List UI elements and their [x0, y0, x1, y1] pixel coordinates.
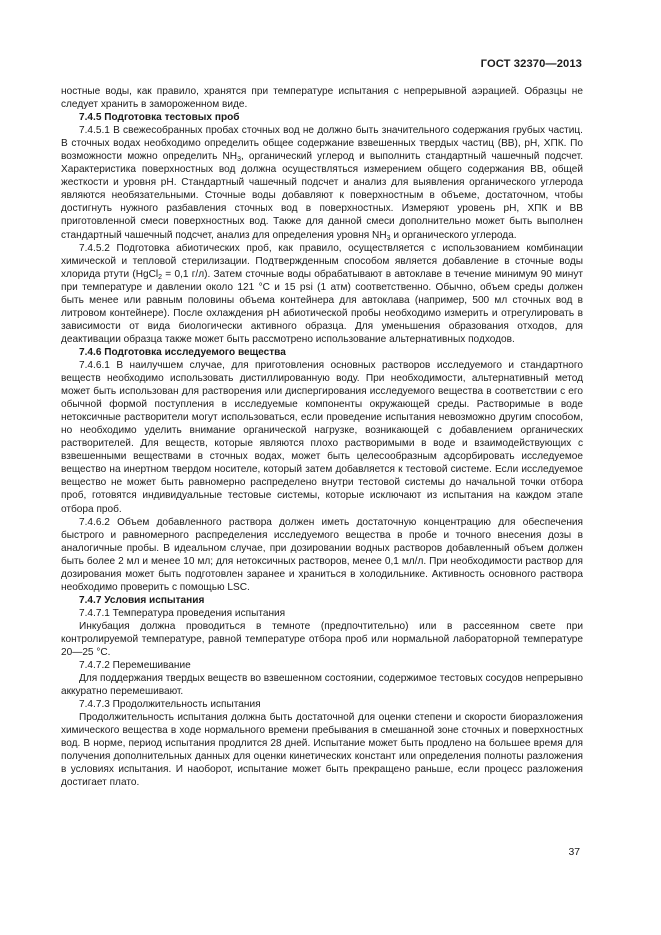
- text-run: , органический углерод и выполнить стандартный чашечный подсчет. Характеристика поверхностных вод должна осуществляться измерением общего содержания ВВ, общей жесткости и уровня pH. Стандартный чашечный подсчет и анализ для выявления органического углерода являются необязательными. Сточные воды добавляют к поверхностным в объеме, достаточном, чтобы достигнуть нужного разбавления сточных вод в поверхностных. Измеряют уровень pH, ХПК и ВВ приготовленной смеси поверхностных вод. Также для данной смеси дополнительно может быть выполнен стандартный чашечный подсчет, анализ для определения уровня NH: [61, 151, 583, 241]
- page-body: [61, 85, 583, 790]
- subscript: 3: [237, 156, 241, 164]
- subscript: 3: [386, 234, 391, 242]
- paragraph-7-4-6-2: 7.4.6.2 Объем добавленного раствора должен иметь достаточную концентрацию для обеспечения быстрого и равномерного распределения исследуемого вещества в пробе и точного внесения дозы в аналогичные пробы. В идеальном случае, при дозировании водных растворов добавленный объем должен быть более 2 мл и менее 10 мл; для нетоксичных растворов, менее 0,1 мл/л. При необходимости раствор для дозирования может быть подготовлен заранее и храниться в холодильнике. Активность основного раствора необходимо проверить с помощью LSC.: [61, 516, 583, 593]
- paragraph-continuation: ностные воды, как правило, хранятся при температуре испытания с непрерывной аэрацией. Образцы не следует хранить в замороженном виде.: [61, 86, 583, 111]
- document-id: ГОСТ 32370—2013: [480, 58, 582, 70]
- subheading-7-4-7-2: 7.4.7.2 Перемешивание: [79, 660, 191, 672]
- text-run: 7.4.5.1 В свежесобранных пробах сточных вод не должно быть значительного содержания грубых частиц. В сточных водах необходимо определить общее содержание взвешенных твердых частиц (ВВ), pH, ХПК. По возможности можно определить NH: [61, 125, 583, 163]
- page-number: 37: [568, 847, 580, 858]
- section-heading-7-4-7: 7.4.7 Условия испытания: [79, 594, 205, 606]
- section-heading-7-4-5: 7.4.5 Подготовка тестовых проб: [79, 112, 240, 124]
- paragraph-7-4-7-2: Для поддержания твердых веществ во взвешенном состоянии, содержимое тестовых сосудов непрерывно аккуратно перемешивают.: [61, 673, 583, 698]
- paragraph-7-4-5-2: [61, 242, 583, 346]
- text-run: 7.4.5.2 Подготовка абиотических проб, как правило, осуществляется с использованием комбинации химической и тепловой стерилизации. Подтвержденным способом является добавление в сточные воды хлорида ртути (HgCl: [61, 242, 583, 280]
- paragraph-7-4-6-1: 7.4.6.1 В наилучшем случае, для приготовления основных растворов исследуемого и стандартного веществ необходимо использовать дистиллированную воду. При необходимости, альтернативный метод может быть использован для растворения или диспергирования исследуемого вещества в соответствии с его обычной формой поступления в исследуемые компоненты окружающей среды. Растворимые в воде нетоксичные растворители могут использоваться, если проведение испытания невозможно другим способом, но необходимо уделить внимание органической нагрузке, возникающей с добавлением органических растворителей. Для веществ, которые являются плохо растворимыми в воде и взаимодействующих с взвешенными веществами в сточных водах, может быть целесообразным адсорбировать исследуемое вещество на инертном твердом носителе, который затем добавляется к тестовой системе. Если исследуемое вещество не может быть равномерно распределено внутри тестовой системы до начальной точки отбора проб, готовятся индивидуальные тестовые системы, которые исключают из испытания на каждом этапе отбора проб.: [61, 359, 583, 515]
- subheading-7-4-7-3: 7.4.7.3 Продолжительность испытания: [79, 699, 261, 711]
- subscript: 2: [158, 273, 163, 281]
- paragraph-7-4-7-3: Продолжительность испытания должна быть достаточной для оценки степени и скорости биоразложения химического вещества в ходе нормального времени пребывания в смешанной зоне сточных и поверхностных вод. В норме, период испытания продлится 28 дней. Испытание может быть продлено на большее время для получения дополнительных данных для оценки кинетических констант или определения полноты разложения в условиях испытания. И наоборот, испытание может быть прекращено раньше, если процесс разложения достигает плато.: [61, 712, 583, 789]
- paragraph-7-4-5-1: [61, 124, 583, 241]
- subheading-7-4-7-1: 7.4.7.1 Температура проведения испытания: [79, 607, 286, 619]
- text-run: = 0,1 г/л). Затем сточные воды обрабатывают в автоклаве в течение минимум 90 минут при температуре и давлении около 121 °С и 15 psi (1 атм) соответственно. Обычно, объем среды должен быть менее или равным половины объема контейнера для автоклава (например, 500 мл сточных вод в литровом контейнере). После охлаждения pH абиотической пробы необходимо измерить и отрегулировать в зависимости от вида биологически активного образца. Для уменьшения образования отходов, для деактивации образца также может быть рассмотрено использование альтернативных подходов.: [61, 268, 583, 345]
- section-heading-7-4-6: 7.4.6 Подготовка исследуемого вещества: [79, 346, 286, 358]
- text-run: и органического углерода.: [390, 229, 517, 241]
- paragraph-7-4-7-1: Инкубация должна проводиться в темноте (предпочтительно) или в рассеянном свете при контролируемой температуре, равной температуре отбора проб или нормальной лабораторной температуре 20—25 °С.: [61, 620, 583, 659]
